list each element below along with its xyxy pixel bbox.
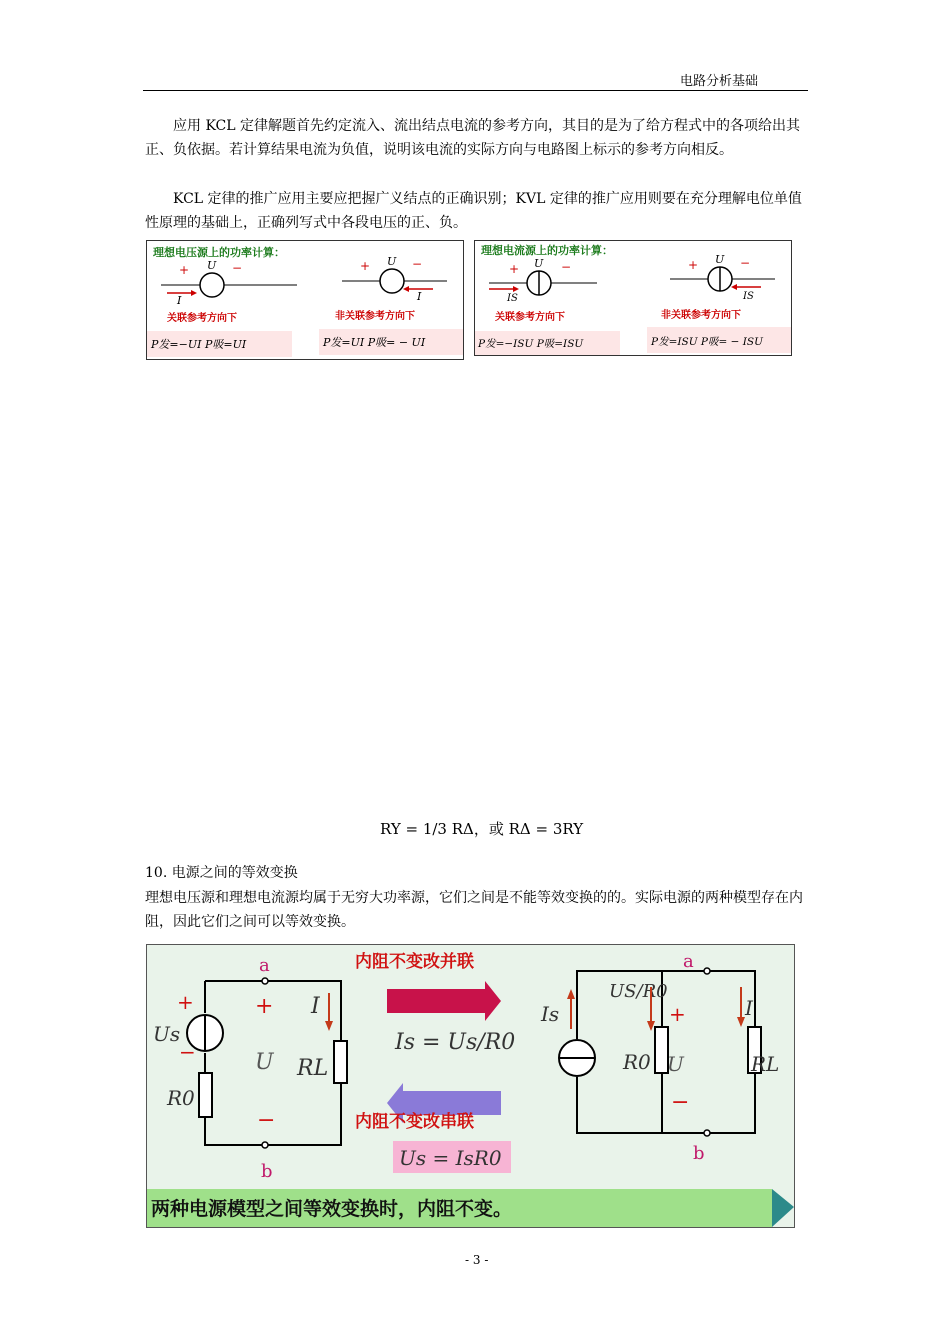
r0-label: R0 xyxy=(623,1050,651,1074)
minus-sign: − xyxy=(179,1040,196,1064)
formula-us: Us = IsR0 xyxy=(399,1146,502,1170)
u-label: U xyxy=(255,1050,274,1075)
u-label: U xyxy=(667,1052,684,1076)
resistor-rl xyxy=(334,1041,347,1083)
rl-label: RL xyxy=(297,1056,329,1081)
us-label: Us xyxy=(153,1022,181,1046)
minus-sign: − xyxy=(671,1090,690,1115)
resistor-r0 xyxy=(199,1073,212,1117)
plus-sign: + xyxy=(360,259,371,273)
node-a-label: a xyxy=(683,951,694,972)
plus-sign: + xyxy=(177,990,194,1014)
arrow-right xyxy=(387,981,501,1021)
caption-associated: 关联参考方向下 xyxy=(495,312,565,323)
voltage-label: U xyxy=(207,259,217,272)
figure-source-transformation xyxy=(146,944,795,1228)
section-body: 理想电压源和理想电流源均属于无穷大功率源，它们之间是不能等效变换的的。实际电源的两种模型存在内阻，因此它们之间可以等效变换。 xyxy=(145,890,803,930)
formula-associated: P发=−UI P吸=UI xyxy=(151,338,247,351)
section-title: 10. 电源之间的等效变换 xyxy=(145,865,298,881)
is-label: Is xyxy=(541,1002,560,1026)
caption-parallel: 内阻不变改并联 xyxy=(355,952,474,972)
caption-associated: 关联参考方向下 xyxy=(167,313,237,324)
plus-sign: + xyxy=(509,262,520,276)
header-rule xyxy=(143,90,808,91)
voltage-source-symbol xyxy=(380,269,404,293)
node-a-label: a xyxy=(259,955,270,976)
r0-label: R0 xyxy=(167,1086,195,1110)
paragraph-kcl-direction: 应用 KCL 定律解题首先约定流入、流出结点电流的参考方向，其目的是为了给方程式中的各项给出其正、负依据。若计算结果电流为负值，说明该电流的实际方向与电路图上标示的参考方向相反。 xyxy=(145,118,800,158)
caption-non-associated: 非关联参考方向下 xyxy=(335,311,415,322)
formula-non-associated: P发=UI P吸= − UI xyxy=(323,336,426,349)
i-label: I xyxy=(745,996,753,1020)
i-label: I xyxy=(311,994,320,1019)
node-b-label: b xyxy=(261,1161,273,1182)
formula-associated: P发=−ISU P吸=ISU xyxy=(478,338,584,350)
current-label: IS xyxy=(743,291,754,302)
bottom-banner-text: 两种电源模型之间等效变换时，内阻不变。 xyxy=(151,1198,513,1220)
us-over-r0-label: US/R0 xyxy=(609,981,668,1002)
figure-current-source-power xyxy=(474,240,792,356)
page-header: 电路分析基础 xyxy=(680,74,759,89)
page-number: - 3 - xyxy=(465,1253,489,1267)
current-label: I xyxy=(417,290,422,303)
node-b-label: b xyxy=(693,1143,705,1164)
figure-title: 理想电压源上的功率计算： xyxy=(153,246,285,259)
minus-sign: − xyxy=(412,257,423,271)
voltage-label: U xyxy=(534,257,544,270)
minus-sign: − xyxy=(232,261,243,275)
figure-title: 理想电流源上的功率计算： xyxy=(481,244,613,257)
minus-sign: − xyxy=(561,260,572,274)
plus-sign: + xyxy=(688,258,699,272)
plus-sign: + xyxy=(255,994,274,1019)
figure-voltage-source-power xyxy=(146,240,464,360)
plus-sign: + xyxy=(669,1002,686,1026)
voltage-label: U xyxy=(387,255,397,268)
caption-non-associated: 非关联参考方向下 xyxy=(661,310,741,321)
voltage-label: U xyxy=(715,253,725,266)
minus-sign: − xyxy=(740,256,751,270)
current-label: I xyxy=(177,294,182,307)
minus-sign: − xyxy=(257,1108,276,1133)
star-delta-formula: RY = 1/3 RΔ，或 RΔ = 3RY xyxy=(380,820,584,838)
voltage-source-symbol xyxy=(200,273,224,297)
plus-sign: + xyxy=(179,263,190,277)
paragraph-kcl-kvl-extension: KCL 定律的推广应用主要应把握广义结点的正确识别；KVL 定律的推广应用则要在充分理解电位单值性原理的基础上，正确列写式中各段电压的正、负。 xyxy=(145,191,802,231)
caption-series: 内阻不变改串联 xyxy=(355,1112,474,1132)
formula-is: Is = Us/R0 xyxy=(395,1030,516,1055)
current-label: IS xyxy=(507,293,518,304)
rl-label: RL xyxy=(751,1052,780,1076)
formula-non-associated: P发=ISU P吸= − ISU xyxy=(651,336,763,348)
